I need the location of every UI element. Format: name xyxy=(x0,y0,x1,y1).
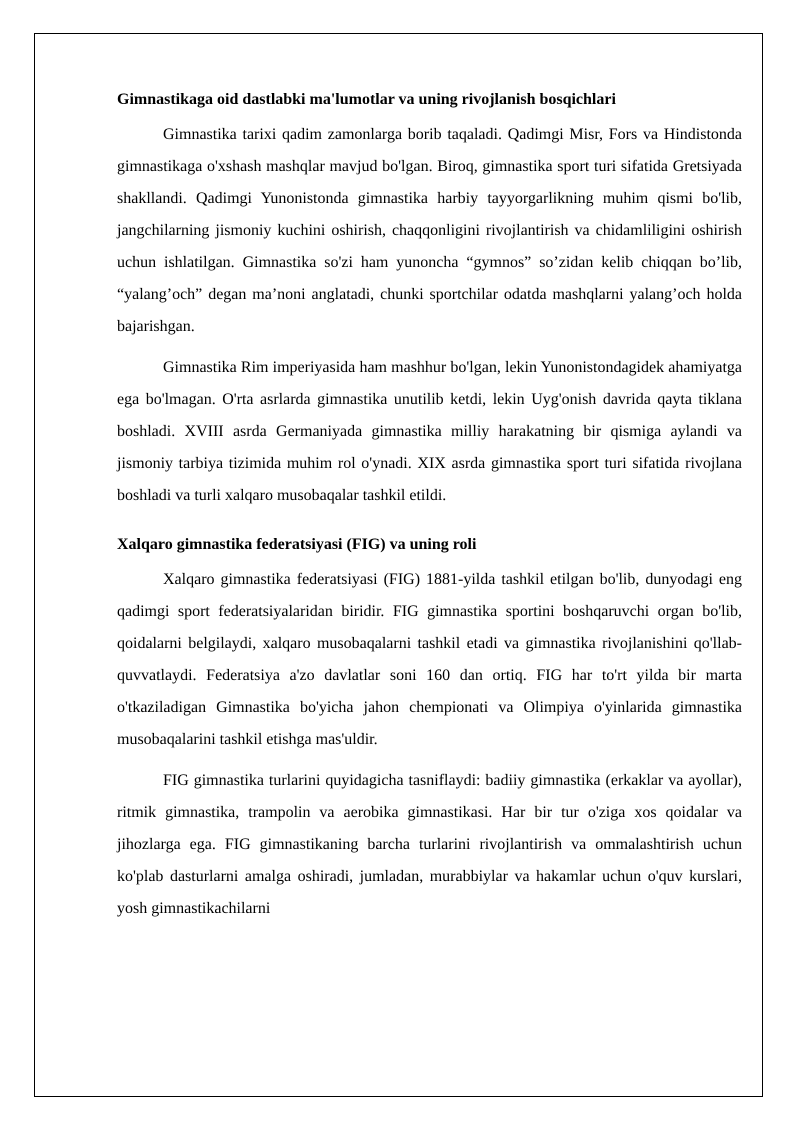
section-heading-fig: Xalqaro gimnastika federatsiyasi (FIG) va uning roli xyxy=(117,536,477,553)
paragraph-fig-disciplines: FIG gimnastika turlarini quyidagicha tasniflaydi: badiiy gimnastika (erkaklar va ayollar), ritmik gimnastika, trampolin va aerobika gimnastikasi. Har bir tur o'ziga xos qoidalar va jihozlarga ega. FIG gimnastikaning barcha turlarini rivojlantirish va ommalashtirish uchun ko'plab dasturlarni amalga oshiradi, jumladan, murabbiylar va hakamlar uchun o'quv kurslari, yosh gimnastikachilarni xyxy=(117,772,742,917)
paragraph-history-development: Gimnastika Rim imperiyasida ham mashhur bo'lgan, lekin Yunonistondagidek ahamiyatga ega bo'lmagan. O'rta asrlarda gimnastika unutilib ketdi, lekin Uyg'onish davrida qayta tiklana boshladi. XVIII asrda Germaniyada gimnastika milliy harakatning bir qismiga aylandi va jismoniy tarbiya tizimida muhim rol o'ynadi. XIX asrda gimnastika sport turi sifatida rivojlana boshladi va turli xalqaro musobaqalar tashkil etildi. xyxy=(117,359,742,504)
paragraph-fig-overview: Xalqaro gimnastika federatsiyasi (FIG) 1881-yilda tashkil etilgan bo'lib, dunyodagi eng qadimgi sport federatsiyalaridan biridir. FIG gimnastika sportini boshqaruvchi organ bo'lib, qoidalarni belgilaydi, xalqaro musobaqalarni tashkil etadi va gimnastika rivojlanishini qo'llab-quvvatlaydi. Federatsiya a'zo davlatlar soni 160 dan ortiq. FIG har to'rt yilda bir marta o'tkaziladigan Gimnastika bo'yicha jahon chempionati va Olimpiya o'yinlarida gimnastika musobaqalarini tashkil etishga mas'uldir. xyxy=(117,571,742,748)
document-body xyxy=(117,84,742,934)
section-heading-history: Gimnastikaga oid dastlabki ma'lumotlar va uning rivojlanish bosqichlari xyxy=(117,91,616,108)
paragraph-history-origins: Gimnastika tarixi qadim zamonlarga borib taqaladi. Qadimgi Misr, Fors va Hindistonda gimnastikaga o'xshash mashqlar mavjud bo'lgan. Biroq, gimnastika sport turi sifatida Gretsiyada shakllandi. Qadimgi Yunonistonda gimnastika harbiy tayyorgarlikning muhim qismi bo'lib, jangchilarning jismoniy kuchini oshirish, chaqqonligini rivojlantirish va chidamliligini oshirish uchun ishlatilgan. Gimnastika so'zi ham yunoncha “gymnos” so’zidan kelib chiqqan bo’lib, “yalang’och” degan ma’noni anglatadi, chunki sportchilar odatda mashqlarni yalang’och holda bajarishgan. xyxy=(117,126,742,335)
